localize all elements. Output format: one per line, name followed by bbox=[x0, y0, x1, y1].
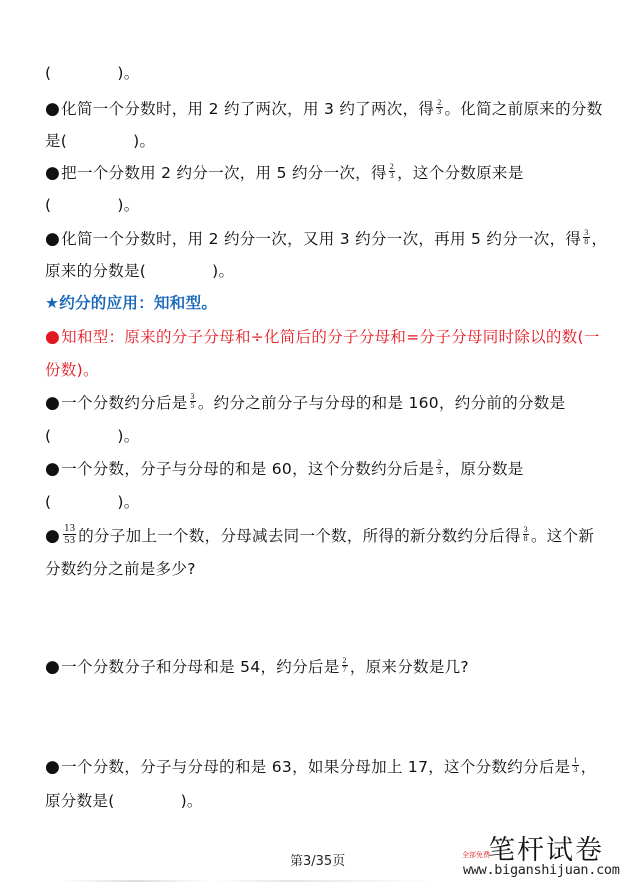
question-4-line-2 bbox=[45, 425, 140, 447]
open-paren: ( bbox=[45, 427, 52, 445]
question-4-line-1 bbox=[45, 392, 565, 414]
denominator: 7 bbox=[342, 665, 347, 674]
red-bullet-icon: ● bbox=[45, 327, 61, 347]
question-7 bbox=[45, 656, 469, 678]
rule-text: 知和型：原来的分子分母和÷化简后的分子分母和=分子分母同时除以的数(一 bbox=[61, 328, 600, 346]
close-paren: )。 bbox=[117, 64, 140, 82]
bullet-icon: ● bbox=[45, 99, 61, 119]
question-text: 的分子加上一个数，分母减去同一个数，所得的新分数约分后得 bbox=[78, 527, 521, 545]
question-text: 是( bbox=[45, 132, 68, 150]
question-3-line-1 bbox=[45, 228, 607, 250]
question-text: 。化简之前原来的分数 bbox=[444, 100, 603, 118]
question-2-line-2 bbox=[45, 194, 140, 216]
fraction bbox=[389, 163, 395, 180]
numerator: 2 bbox=[437, 98, 442, 107]
rule-line-1 bbox=[45, 326, 600, 348]
question-text: 一个分数，分子与分母的和是 63，如果分母加上 17，这个分数约分后是 bbox=[61, 758, 571, 776]
brand-url[interactable]: www.biganshijuan.com bbox=[463, 862, 620, 878]
question-1-line-1 bbox=[45, 98, 603, 120]
question-text: 把一个分数用 2 约分一次，用 5 约分一次，得 bbox=[61, 164, 387, 182]
numerator: 3 bbox=[190, 392, 195, 401]
question-6-line-2: 分数约分之前是多少? bbox=[45, 560, 196, 578]
question-8-line-2 bbox=[45, 790, 203, 812]
fraction bbox=[436, 99, 442, 116]
numerator: 3 bbox=[584, 228, 589, 237]
fraction bbox=[583, 229, 589, 246]
numerator: 2 bbox=[437, 458, 442, 467]
denominator: 5 bbox=[190, 401, 195, 410]
question-text: ， bbox=[580, 758, 597, 776]
question-5-line-2 bbox=[45, 491, 140, 513]
close-paren: )。 bbox=[212, 262, 235, 280]
close-paren: )。 bbox=[117, 493, 140, 511]
question-1-line-2 bbox=[45, 130, 155, 152]
denominator: 3 bbox=[437, 467, 442, 476]
close-paren: )。 bbox=[133, 132, 156, 150]
question-3-line-2 bbox=[45, 260, 234, 282]
bullet-icon: ● bbox=[45, 163, 61, 183]
denominator: 3 bbox=[573, 765, 578, 774]
question-text: 一个分数，分子与分母的和是 60，这个分数约分后是 bbox=[61, 460, 435, 478]
page-number: 第3/35页 bbox=[290, 854, 346, 869]
rule-line-2: 份数)。 bbox=[45, 361, 99, 379]
question-6-line-1 bbox=[45, 525, 594, 548]
section-heading: ★约分的应用：知和型。 bbox=[45, 294, 218, 312]
question-text: 化简一个分数时，用 2 约分一次，又用 3 约分一次，再用 5 约分一次，得 bbox=[61, 230, 582, 248]
close-paren: )。 bbox=[180, 792, 203, 810]
brand-tag: 全部免费 bbox=[462, 851, 490, 859]
bullet-icon: ● bbox=[45, 229, 61, 249]
question-8-line-1 bbox=[45, 756, 597, 778]
denominator: 53 bbox=[64, 535, 76, 546]
numerator: 2 bbox=[342, 656, 347, 665]
fraction bbox=[523, 526, 529, 543]
open-paren: ( bbox=[45, 64, 52, 82]
bullet-icon: ● bbox=[45, 393, 61, 413]
open-paren: ( bbox=[45, 493, 52, 511]
numerator: 2 bbox=[389, 162, 395, 171]
denominator: 3 bbox=[389, 171, 395, 180]
numerator: 13 bbox=[64, 523, 76, 534]
fraction bbox=[572, 757, 578, 774]
question-text: ，原来分数是几? bbox=[349, 658, 469, 676]
fraction bbox=[63, 523, 76, 546]
fraction bbox=[436, 459, 442, 476]
question-5-line-1 bbox=[45, 458, 524, 480]
question-text: 原来的分数是( bbox=[45, 262, 147, 280]
bullet-icon: ● bbox=[45, 657, 61, 677]
open-paren: ( bbox=[45, 196, 52, 214]
fraction bbox=[190, 393, 196, 410]
numerator: 3 bbox=[523, 525, 528, 534]
close-paren: )。 bbox=[117, 427, 140, 445]
question-text: 。约分之前分子与分母的和是 160，约分前的分数是 bbox=[197, 394, 566, 412]
denominator: 8 bbox=[584, 237, 589, 246]
question-text: 原分数是( bbox=[45, 792, 115, 810]
scan-artifact bbox=[60, 880, 440, 882]
fraction bbox=[342, 657, 348, 674]
denominator: 3 bbox=[437, 107, 442, 116]
numerator: 1 bbox=[573, 756, 578, 765]
question-text: 。这个新 bbox=[530, 527, 595, 545]
question-text: ， bbox=[591, 230, 608, 248]
answer-blank-line bbox=[45, 62, 140, 84]
question-text: 一个分数约分后是 bbox=[61, 394, 188, 412]
bullet-icon: ● bbox=[45, 757, 61, 777]
bullet-icon: ● bbox=[45, 526, 61, 546]
question-2-line-1 bbox=[45, 162, 524, 184]
bullet-icon: ● bbox=[45, 459, 61, 479]
question-text: 化简一个分数时，用 2 约了两次，用 3 约了两次，得 bbox=[61, 100, 435, 118]
question-text: 一个分数分子和分母和是 54，约分后是 bbox=[61, 658, 340, 676]
close-paren: )。 bbox=[117, 196, 140, 214]
brand-name: 笔杆试卷 bbox=[488, 835, 604, 866]
brand-watermark bbox=[462, 828, 628, 885]
question-text: ，这个分数原来是 bbox=[397, 164, 524, 182]
denominator: 8 bbox=[523, 534, 528, 543]
question-text: ，原分数是 bbox=[444, 460, 524, 478]
